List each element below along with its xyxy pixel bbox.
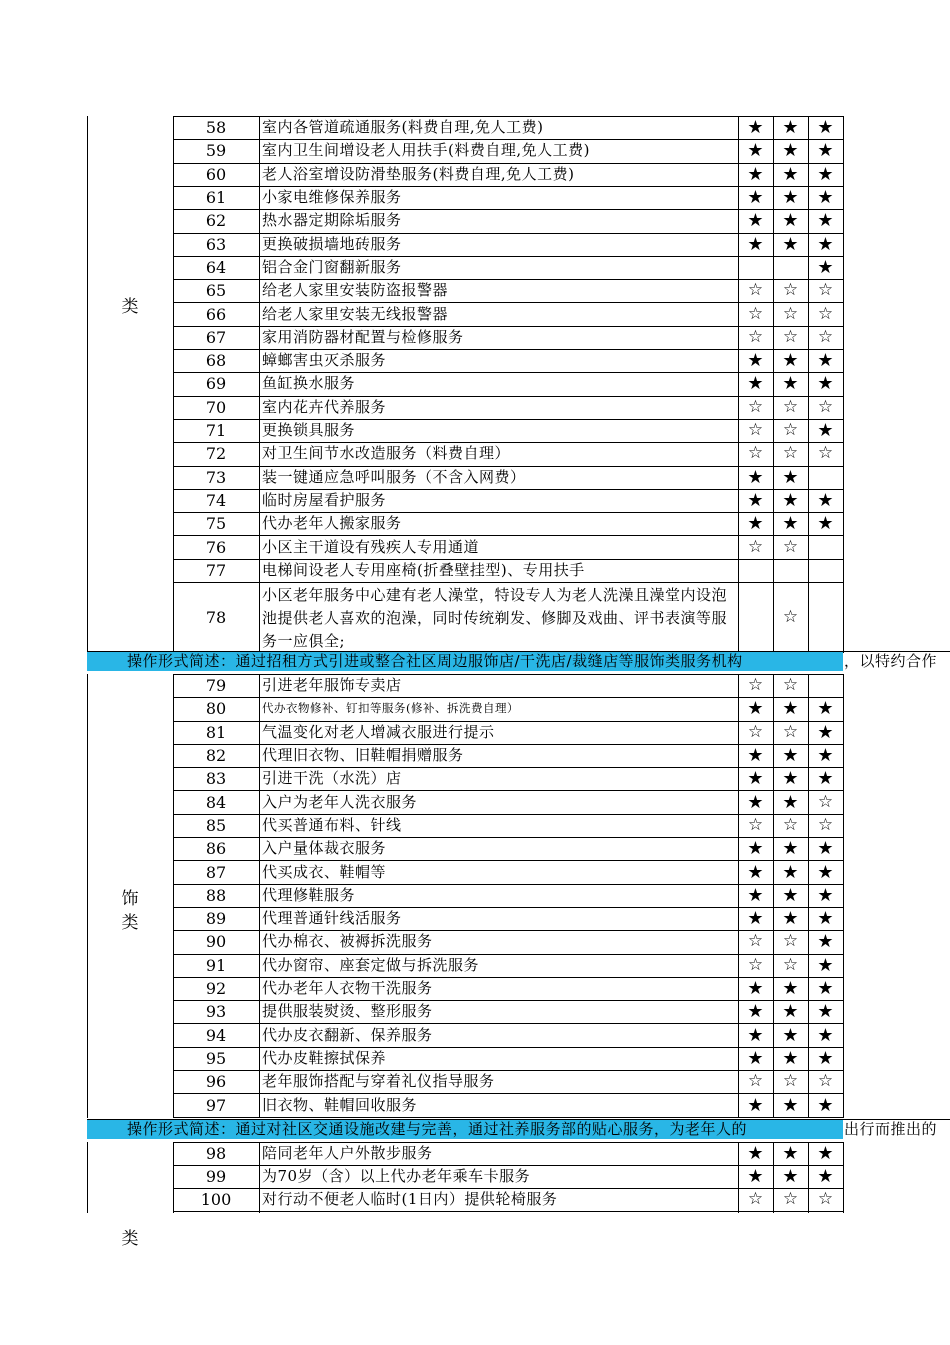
hollow-star-icon: ☆ <box>817 326 834 347</box>
filled-star-icon: ★ <box>817 884 834 906</box>
filled-star-icon: ★ <box>747 791 764 813</box>
row-number: 72 <box>205 444 227 464</box>
filled-star-icon: ★ <box>747 1001 764 1023</box>
filled-star-icon: ★ <box>817 489 834 511</box>
filled-star-icon: ★ <box>817 117 834 139</box>
hollow-star-icon: ☆ <box>747 536 764 557</box>
grid-line-horizontal <box>173 582 844 583</box>
filled-star-icon: ★ <box>782 978 799 1000</box>
row-number: 95 <box>205 1048 227 1068</box>
filled-star-icon: ★ <box>782 1001 799 1023</box>
grid-line-horizontal <box>173 139 844 140</box>
service-item-text: 代办衣物修补、钉扣等服务(修补、拆洗费自理） <box>262 701 519 716</box>
service-item-text: 代办老年人衣物干洗服务 <box>262 979 433 998</box>
filled-star-icon: ★ <box>747 698 764 720</box>
filled-star-icon: ★ <box>747 140 764 162</box>
row-number: 80 <box>205 699 227 719</box>
hollow-star-icon: ☆ <box>817 396 834 417</box>
filled-star-icon: ★ <box>817 373 834 395</box>
grid-line-vertical <box>87 1211 88 1213</box>
hollow-star-icon: ☆ <box>747 280 764 301</box>
grid-line-vertical <box>808 674 809 1118</box>
filled-star-icon: ★ <box>747 466 764 488</box>
row-number: 66 <box>205 304 227 324</box>
row-number: 63 <box>205 234 227 254</box>
hollow-star-icon: ☆ <box>817 280 834 301</box>
filled-star-icon: ★ <box>747 908 764 930</box>
row-number: 64 <box>205 257 227 277</box>
filled-star-icon: ★ <box>747 210 764 232</box>
category-label: 类 <box>121 1229 139 1249</box>
grid-line-horizontal <box>173 372 844 373</box>
grid-line-horizontal <box>173 326 844 327</box>
empty-rating-cell <box>808 674 843 697</box>
filled-star-icon: ★ <box>817 1047 834 1069</box>
filled-star-icon: ★ <box>747 233 764 255</box>
operation-description-highlight: 操作形式简述：通过对社区交通设施改建与完善，通过社养服务部的贴心服务，为老年人的 <box>87 1119 843 1139</box>
grid-line-horizontal <box>87 1119 950 1120</box>
filled-star-icon: ★ <box>747 489 764 511</box>
grid-line-horizontal <box>173 279 844 280</box>
filled-star-icon: ★ <box>817 163 834 185</box>
row-number: 79 <box>205 676 227 696</box>
row-number: 99 <box>205 1166 227 1186</box>
grid-line-horizontal <box>173 396 844 397</box>
row-number: 73 <box>205 467 227 487</box>
filled-star-icon: ★ <box>782 768 799 790</box>
service-item-text: 更换锁具服务 <box>262 421 356 440</box>
filled-star-icon: ★ <box>782 513 799 535</box>
row-number: 76 <box>205 537 227 557</box>
service-item-text: 热水器定期除垢服务 <box>262 211 402 230</box>
operation-description <box>87 651 950 674</box>
row-number: 84 <box>205 792 227 812</box>
grid-line-horizontal <box>173 209 844 210</box>
hollow-star-icon: ☆ <box>747 326 764 347</box>
filled-star-icon: ★ <box>782 698 799 720</box>
service-item-text: 老年服饰搭配与穿着礼仪指导服务 <box>262 1072 495 1091</box>
filled-star-icon: ★ <box>817 931 834 953</box>
service-item-text: 装一键通应急呼叫服务（不含入网费） <box>262 467 526 486</box>
row-number: 89 <box>205 909 227 929</box>
service-item-text: 室内各管道疏通服务(料费自理,免人工费) <box>262 118 544 137</box>
row-number: 94 <box>205 1025 227 1045</box>
service-item-text: 代理修鞋服务 <box>262 885 356 904</box>
row-number: 98 <box>205 1143 227 1163</box>
filled-star-icon: ★ <box>747 768 764 790</box>
service-item-text: 小区老年服务中心建有老人澡堂，特设专人为老人洗澡且澡堂内设泡池提供老人喜欢的泡澡，同时传统剃发、修脚及戏曲、评书表演等服务一应俱全; <box>262 586 728 650</box>
filled-star-icon: ★ <box>747 1142 764 1164</box>
filled-star-icon: ★ <box>817 745 834 767</box>
filled-star-icon: ★ <box>747 1024 764 1046</box>
service-item-text: 代买成衣、鞋帽等 <box>262 862 387 881</box>
grid-line-horizontal <box>173 837 844 838</box>
grid-line-horizontal <box>173 930 844 931</box>
row-number: 88 <box>205 885 227 905</box>
grid-line-horizontal <box>173 697 844 698</box>
empty-rating-cell <box>808 466 843 489</box>
operation-description-overflow: ，以特约合作 <box>844 652 938 670</box>
row-number: 97 <box>205 1095 227 1115</box>
hollow-star-icon: ☆ <box>782 606 799 627</box>
service-item-text: 代理普通针线活服务 <box>262 909 402 928</box>
grid-line-horizontal <box>173 1023 844 1024</box>
grid-line-vertical <box>259 1142 260 1213</box>
row-number: 67 <box>205 327 227 347</box>
filled-star-icon: ★ <box>782 861 799 883</box>
grid-line-horizontal <box>173 1047 844 1048</box>
hollow-star-icon: ☆ <box>782 443 799 464</box>
service-item-text: 气温变化对老人增减衣服进行提示 <box>262 722 495 741</box>
hollow-star-icon: ☆ <box>782 721 799 742</box>
service-item-text: 给老人家里安装无线报警器 <box>262 304 449 323</box>
filled-star-icon: ★ <box>782 140 799 162</box>
row-number: 75 <box>205 514 227 534</box>
filled-star-icon: ★ <box>747 1047 764 1069</box>
filled-star-icon: ★ <box>782 908 799 930</box>
grid-line-horizontal <box>173 1093 844 1094</box>
filled-star-icon: ★ <box>817 187 834 209</box>
row-number: 96 <box>205 1072 227 1092</box>
row-number: 83 <box>205 769 227 789</box>
row-number: 68 <box>205 351 227 371</box>
filled-star-icon: ★ <box>747 117 764 139</box>
grid-line-horizontal <box>173 674 844 675</box>
filled-star-icon: ★ <box>782 373 799 395</box>
hollow-star-icon: ☆ <box>782 954 799 975</box>
row-number: 69 <box>205 374 227 394</box>
row-number: 81 <box>205 722 227 742</box>
hollow-star-icon: ☆ <box>747 814 764 835</box>
service-item-text: 代办老年人搬家服务 <box>262 514 402 533</box>
grid-line-horizontal <box>173 744 844 745</box>
empty-rating-cell <box>808 582 843 652</box>
grid-line-horizontal <box>173 559 844 560</box>
hollow-star-icon: ☆ <box>782 396 799 417</box>
grid-line-horizontal <box>173 186 844 187</box>
filled-star-icon: ★ <box>782 838 799 860</box>
filled-star-icon: ★ <box>817 1001 834 1023</box>
hollow-star-icon: ☆ <box>782 814 799 835</box>
service-item-text: 老人浴室增设防滑垫服务(料费自理,免人工费) <box>262 164 575 183</box>
row-number: 87 <box>205 862 227 882</box>
grid-line-vertical <box>173 674 174 1118</box>
grid-line-horizontal <box>173 116 844 117</box>
filled-star-icon: ★ <box>747 513 764 535</box>
service-item-text: 为70岁（含）以上代办老年乘车卡服务 <box>262 1166 531 1185</box>
grid-line-horizontal <box>173 1188 844 1189</box>
filled-star-icon: ★ <box>817 513 834 535</box>
grid-line-vertical <box>773 674 774 1118</box>
filled-star-icon: ★ <box>817 1094 834 1116</box>
row-number: 92 <box>205 979 227 999</box>
hollow-star-icon: ☆ <box>782 326 799 347</box>
grid-line-horizontal <box>173 535 844 536</box>
filled-star-icon: ★ <box>782 350 799 372</box>
hollow-star-icon: ☆ <box>747 721 764 742</box>
row-number: 93 <box>205 1002 227 1022</box>
grid-line-horizontal <box>173 512 844 513</box>
service-item-text: 代办皮衣翻新、保养服务 <box>262 1025 433 1044</box>
service-item-text: 小区主干道设有残疾人专用通道 <box>262 537 480 556</box>
grid-line-vertical <box>843 1142 844 1213</box>
grid-line-vertical <box>87 1142 88 1213</box>
filled-star-icon: ★ <box>817 698 834 720</box>
grid-line-vertical <box>773 116 774 653</box>
grid-line-horizontal <box>173 302 844 303</box>
grid-line-horizontal <box>173 442 844 443</box>
filled-star-icon: ★ <box>817 1024 834 1046</box>
filled-star-icon: ★ <box>782 1165 799 1187</box>
service-item-text: 入户为老年人洗衣服务 <box>262 792 418 811</box>
hollow-star-icon: ☆ <box>782 1189 799 1210</box>
filled-star-icon: ★ <box>747 1165 764 1187</box>
filled-star-icon: ★ <box>782 466 799 488</box>
grid-line-horizontal <box>173 419 844 420</box>
filled-star-icon: ★ <box>817 420 834 442</box>
row-number: 60 <box>205 164 227 184</box>
filled-star-icon: ★ <box>747 978 764 1000</box>
service-item-text: 电梯间设老人专用座椅(折叠壁挂型)、专用扶手 <box>262 560 585 579</box>
service-item-text: 室内卫生间增设老人用扶手(料费自理,免人工费) <box>262 141 590 160</box>
grid-line-horizontal <box>173 1165 844 1166</box>
filled-star-icon: ★ <box>817 233 834 255</box>
hollow-star-icon: ☆ <box>747 420 764 441</box>
hollow-star-icon: ☆ <box>782 280 799 301</box>
grid-line-horizontal <box>173 256 844 257</box>
hollow-star-icon: ☆ <box>747 303 764 324</box>
hollow-star-icon: ☆ <box>782 536 799 557</box>
grid-line-horizontal <box>173 163 844 164</box>
grid-line-vertical <box>87 674 88 1118</box>
row-number: 91 <box>205 955 227 975</box>
grid-line-vertical <box>259 116 260 653</box>
service-item-text: 入户量体裁衣服务 <box>262 839 387 858</box>
hollow-star-icon: ☆ <box>747 675 764 696</box>
filled-star-icon: ★ <box>747 861 764 883</box>
grid-line-horizontal <box>173 767 844 768</box>
grid-line-vertical <box>87 116 88 653</box>
empty-rating-cell <box>808 535 843 558</box>
grid-line-horizontal <box>173 1070 844 1071</box>
filled-star-icon: ★ <box>782 1024 799 1046</box>
grid-line-vertical <box>259 674 260 1118</box>
operation-description-overflow: 出行而推出的 <box>844 1119 938 1138</box>
grid-line-vertical <box>738 674 739 1118</box>
filled-star-icon: ★ <box>747 838 764 860</box>
filled-star-icon: ★ <box>747 745 764 767</box>
grid-line-horizontal <box>173 721 844 722</box>
row-number: 77 <box>205 560 227 580</box>
empty-rating-cell <box>738 256 773 279</box>
grid-line-vertical <box>173 1142 174 1213</box>
filled-star-icon: ★ <box>817 256 834 278</box>
service-item-text: 代买普通布料、针线 <box>262 815 402 834</box>
filled-star-icon: ★ <box>817 861 834 883</box>
service-item-text: 陪同老年人户外散步服务 <box>262 1143 433 1162</box>
row-number: 59 <box>205 141 227 161</box>
grid-line-vertical <box>773 1142 774 1213</box>
row-number: 86 <box>205 839 227 859</box>
grid-line-horizontal <box>173 954 844 955</box>
service-item-text: 给老人家里安装防盗报警器 <box>262 281 449 300</box>
filled-star-icon: ★ <box>782 791 799 813</box>
service-item-text: 提供服装熨烫、整形服务 <box>262 1002 433 1021</box>
hollow-star-icon: ☆ <box>782 931 799 952</box>
filled-star-icon: ★ <box>817 908 834 930</box>
service-item-text: 更换破损墙地砖服务 <box>262 234 402 253</box>
grid-line-vertical <box>808 116 809 653</box>
hollow-star-icon: ☆ <box>747 443 764 464</box>
filled-star-icon: ★ <box>782 210 799 232</box>
grid-line-horizontal <box>173 907 844 908</box>
row-number: 85 <box>205 815 227 835</box>
hollow-star-icon: ☆ <box>747 931 764 952</box>
empty-rating-cell <box>773 559 808 582</box>
hollow-star-icon: ☆ <box>817 1071 834 1092</box>
filled-star-icon: ★ <box>817 721 834 743</box>
service-item-text: 鱼缸换水服务 <box>262 374 356 393</box>
hollow-star-icon: ☆ <box>747 1189 764 1210</box>
row-number: 100 <box>200 1190 232 1210</box>
filled-star-icon: ★ <box>817 1142 834 1164</box>
grid-line-vertical <box>808 1142 809 1213</box>
service-item-text: 临时房屋看护服务 <box>262 490 387 509</box>
hollow-star-icon: ☆ <box>817 1189 834 1210</box>
hollow-star-icon: ☆ <box>817 791 834 812</box>
filled-star-icon: ★ <box>747 163 764 185</box>
hollow-star-icon: ☆ <box>747 1071 764 1092</box>
grid-line-horizontal <box>173 466 844 467</box>
category-label: 类 <box>121 913 139 933</box>
filled-star-icon: ★ <box>817 350 834 372</box>
filled-star-icon: ★ <box>782 1047 799 1069</box>
hollow-star-icon: ☆ <box>817 303 834 324</box>
grid-line-vertical <box>738 116 739 653</box>
filled-star-icon: ★ <box>747 350 764 372</box>
row-number: 90 <box>205 932 227 952</box>
service-item-text: 小家电维修保养服务 <box>262 188 402 207</box>
filled-star-icon: ★ <box>747 884 764 906</box>
operation-description <box>87 1119 950 1142</box>
service-item-text: 代理旧衣物、旧鞋帽捐赠服务 <box>262 746 464 765</box>
service-item-text: 引进老年服饰专卖店 <box>262 676 402 695</box>
service-item-text: 蟑螂害虫灭杀服务 <box>262 351 387 370</box>
filled-star-icon: ★ <box>782 1142 799 1164</box>
grid-line-horizontal <box>173 1000 844 1001</box>
filled-star-icon: ★ <box>782 745 799 767</box>
service-item-text: 家用消防器材配置与检修服务 <box>262 327 464 346</box>
grid-line-horizontal <box>173 233 844 234</box>
filled-star-icon: ★ <box>782 187 799 209</box>
hollow-star-icon: ☆ <box>817 814 834 835</box>
filled-star-icon: ★ <box>782 884 799 906</box>
service-item-text: 代办皮鞋擦拭保养 <box>262 1048 387 1067</box>
service-item-text: 代办棉衣、被褥拆洗服务 <box>262 932 433 951</box>
empty-rating-cell <box>738 582 773 652</box>
filled-star-icon: ★ <box>817 838 834 860</box>
grid-line-horizontal <box>173 1211 844 1212</box>
grid-line-horizontal <box>173 489 844 490</box>
filled-star-icon: ★ <box>817 978 834 1000</box>
row-number: 58 <box>205 118 227 138</box>
filled-star-icon: ★ <box>817 768 834 790</box>
filled-star-icon: ★ <box>747 187 764 209</box>
service-item-text: 代办窗帘、座套定做与拆洗服务 <box>262 955 480 974</box>
row-number: 82 <box>205 746 227 766</box>
grid-line-horizontal <box>173 884 844 885</box>
grid-line-horizontal <box>87 651 950 652</box>
empty-rating-cell <box>773 256 808 279</box>
filled-star-icon: ★ <box>747 1094 764 1116</box>
hollow-star-icon: ☆ <box>747 954 764 975</box>
filled-star-icon: ★ <box>817 140 834 162</box>
grid-line-horizontal <box>173 860 844 861</box>
category-label: 饰 <box>121 889 139 909</box>
row-number: 62 <box>205 211 227 231</box>
filled-star-icon: ★ <box>782 117 799 139</box>
service-item-text: 对卫生间节水改造服务（料费自理） <box>262 444 511 463</box>
hollow-star-icon: ☆ <box>782 420 799 441</box>
empty-rating-cell <box>808 559 843 582</box>
grid-line-horizontal <box>173 1142 844 1143</box>
operation-description-highlight: 操作形式简述：通过招租方式引进或整合社区周边服饰店/干洗店/裁缝店等服饰类服务机构 <box>87 651 843 671</box>
empty-rating-cell <box>738 559 773 582</box>
grid-line-vertical <box>843 674 844 1118</box>
service-item-text: 旧衣物、鞋帽回收服务 <box>262 1095 418 1114</box>
service-item-text: 室内花卉代养服务 <box>262 397 387 416</box>
grid-line-horizontal <box>173 790 844 791</box>
hollow-star-icon: ☆ <box>782 303 799 324</box>
hollow-star-icon: ☆ <box>782 1071 799 1092</box>
row-number: 78 <box>205 607 227 627</box>
grid-line-vertical <box>738 1142 739 1213</box>
row-number: 61 <box>205 188 227 208</box>
filled-star-icon: ★ <box>782 489 799 511</box>
grid-line-vertical <box>173 116 174 653</box>
filled-star-icon: ★ <box>747 373 764 395</box>
service-item-text: 铝合金门窗翻新服务 <box>262 257 402 276</box>
hollow-star-icon: ☆ <box>782 675 799 696</box>
service-item-text: 对行动不便老人临时(1日内）提供轮椅服务 <box>262 1190 558 1209</box>
filled-star-icon: ★ <box>817 1165 834 1187</box>
grid-line-horizontal <box>173 977 844 978</box>
filled-star-icon: ★ <box>817 210 834 232</box>
row-number: 71 <box>205 421 227 441</box>
grid-line-horizontal <box>173 349 844 350</box>
filled-star-icon: ★ <box>782 233 799 255</box>
hollow-star-icon: ☆ <box>747 396 764 417</box>
row-number: 70 <box>205 397 227 417</box>
grid-line-vertical <box>843 116 844 653</box>
service-item-text: 引进干洗（水洗）店 <box>262 769 402 788</box>
hollow-star-icon: ☆ <box>817 443 834 464</box>
row-number: 65 <box>205 281 227 301</box>
filled-star-icon: ★ <box>782 1094 799 1116</box>
filled-star-icon: ★ <box>817 954 834 976</box>
row-number: 74 <box>205 490 227 510</box>
grid-line-horizontal <box>173 814 844 815</box>
category-label: 类 <box>121 297 139 317</box>
filled-star-icon: ★ <box>782 163 799 185</box>
